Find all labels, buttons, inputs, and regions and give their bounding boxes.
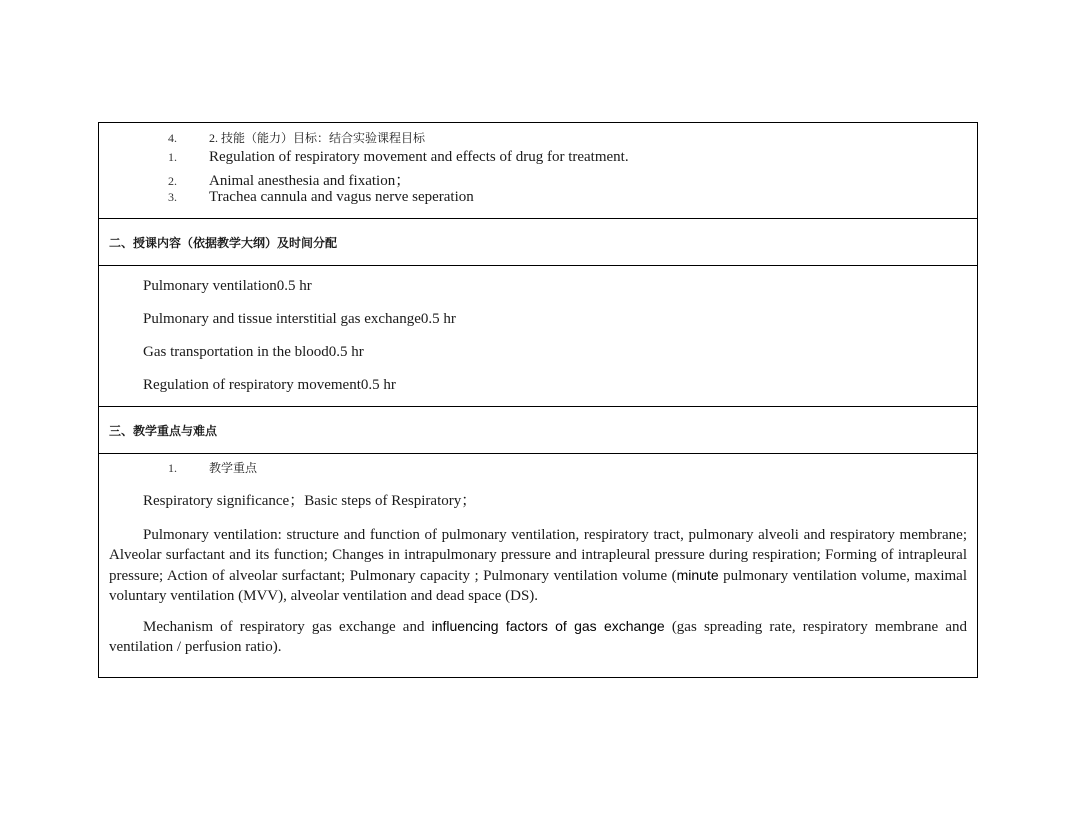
emphasis-text: minute xyxy=(676,567,719,583)
list-item xyxy=(99,149,977,169)
lesson-plan-table xyxy=(98,122,978,678)
section-heading-key-points: 三、教学重点与难点 xyxy=(99,406,977,453)
paragraph-text: pulmonary ventilation volume, maximal voluntary ventilation (MVV), alveolar ventilation and dead space (DS). xyxy=(109,568,967,604)
list-item: Regulation of respiratory movement0.5 hr xyxy=(143,377,396,393)
subheading-text: 教学重点 xyxy=(209,461,258,475)
section-heading-content-allocation: 二、授课内容（依据教学大纲）及时间分配 xyxy=(99,218,977,265)
content-allocation-list xyxy=(99,265,977,406)
list-item xyxy=(99,169,977,189)
subheading-number: 1 . xyxy=(109,461,177,476)
list-item-number: 1 . xyxy=(99,150,177,165)
list-item-text: Animal anesthesia and fixation； xyxy=(209,173,411,189)
list-item: Gas transportation in the blood0.5 hr xyxy=(143,344,364,360)
list-item-number: 2 . xyxy=(99,174,177,189)
paragraph-respiratory-significance: Respiratory significance；Basic steps of Respiratory； xyxy=(143,493,477,509)
list-item xyxy=(99,189,977,209)
key-points-body xyxy=(99,453,977,677)
paragraph-gas-exchange xyxy=(109,616,967,657)
emphasis-text: influencing factors of gas exchange xyxy=(431,618,665,634)
list-item-text: Trachea cannula and vagus nerve seperation xyxy=(209,189,474,205)
paragraph-pulmonary-ventilation xyxy=(109,525,967,606)
skill-objectives-section xyxy=(99,123,977,218)
objectives-header-number: 4 . xyxy=(99,131,177,146)
list-item-text: Regulation of respiratory movement and effects of drug for treatment. xyxy=(209,149,629,165)
list-item-number: 3 . xyxy=(99,190,177,205)
key-points-subheading xyxy=(109,459,967,479)
list-item: Pulmonary and tissue interstitial gas exchange0.5 hr xyxy=(143,311,456,327)
paragraph-text: (gas spreading rate, respiratory membrane and ventilation / perfusion ratio). xyxy=(109,619,968,655)
list-item: Pulmonary ventilation0.5 hr xyxy=(143,278,312,294)
paragraph-text: Pulmonary ventilation: structure and function of pulmonary ventilation, respiratory tract, pulmonary alveoli and respiratory membrane; Alveolar surfactant and its function; Changes in intrapulmonary pressure and intrapleural pressure during respiration; Forming of intrapleural pressure; Action of alveolar surfactant; Pulmonary capacity ; Pulmonary ventilation volume ( xyxy=(109,527,967,584)
paragraph-text: Mechanism of respiratory gas exchange and xyxy=(143,619,432,635)
objectives-header-text: 2. 技能（能力）目标：结合实验课程目标 xyxy=(209,131,426,145)
objectives-header-row xyxy=(99,129,977,149)
